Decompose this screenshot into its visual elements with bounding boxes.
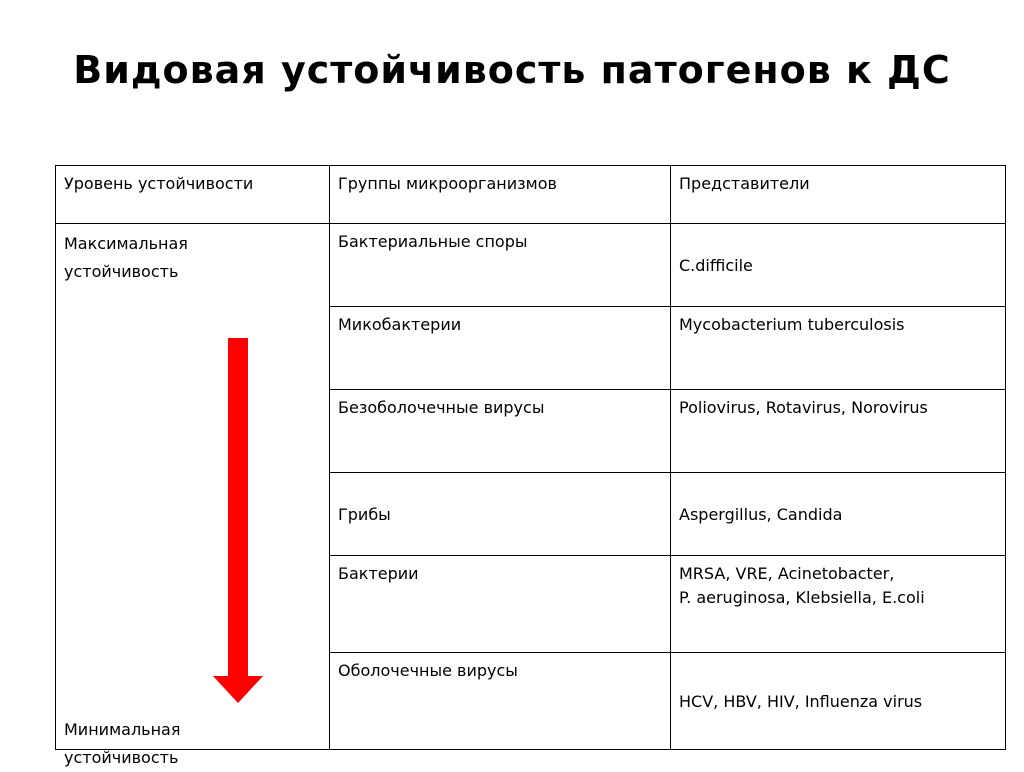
group-cell: Бактериальные споры xyxy=(330,224,671,307)
header-representatives: Представители xyxy=(671,166,1006,224)
group-cell: Бактерии xyxy=(330,556,671,653)
max-resistance-label: Максимальная устойчивость xyxy=(64,234,188,281)
arrow-shaft xyxy=(228,338,248,678)
group-cell: Грибы xyxy=(330,473,671,556)
group-cell: Оболочечные вирусы xyxy=(330,653,671,750)
header-resistance-level: Уровень устойчивости xyxy=(56,166,330,224)
representatives-cell: MRSA, VRE, Acinetobacter, P. aeruginosa, Klebsiella, E.coli xyxy=(671,556,1006,653)
group-cell: Безоболочечные вирусы xyxy=(330,390,671,473)
arrow-head xyxy=(213,676,263,703)
representatives-cell: HCV, HBV, HIV, Influenza virus xyxy=(671,653,1006,750)
representatives-cell: Mycobacterium tuberculosis xyxy=(671,307,1006,390)
representatives-cell: C.difficile xyxy=(671,224,1006,307)
resistance-level-cell xyxy=(56,224,330,767)
resistance-table xyxy=(55,165,1006,767)
table-row xyxy=(56,224,1006,307)
group-cell: Микобактерии xyxy=(330,307,671,390)
representatives-cell: Poliovirus, Rotavirus, Norovirus xyxy=(671,390,1006,473)
min-resistance-label: Минимальная устойчивость xyxy=(64,720,181,767)
arrow-down-icon xyxy=(213,338,263,703)
header-microorganism-groups: Группы микроорганизмов xyxy=(330,166,671,224)
table-header-row xyxy=(56,166,1006,224)
slide-title: Видовая устойчивость патогенов к ДС xyxy=(73,48,951,92)
representatives-cell: Aspergillus, Candida xyxy=(671,473,1006,556)
